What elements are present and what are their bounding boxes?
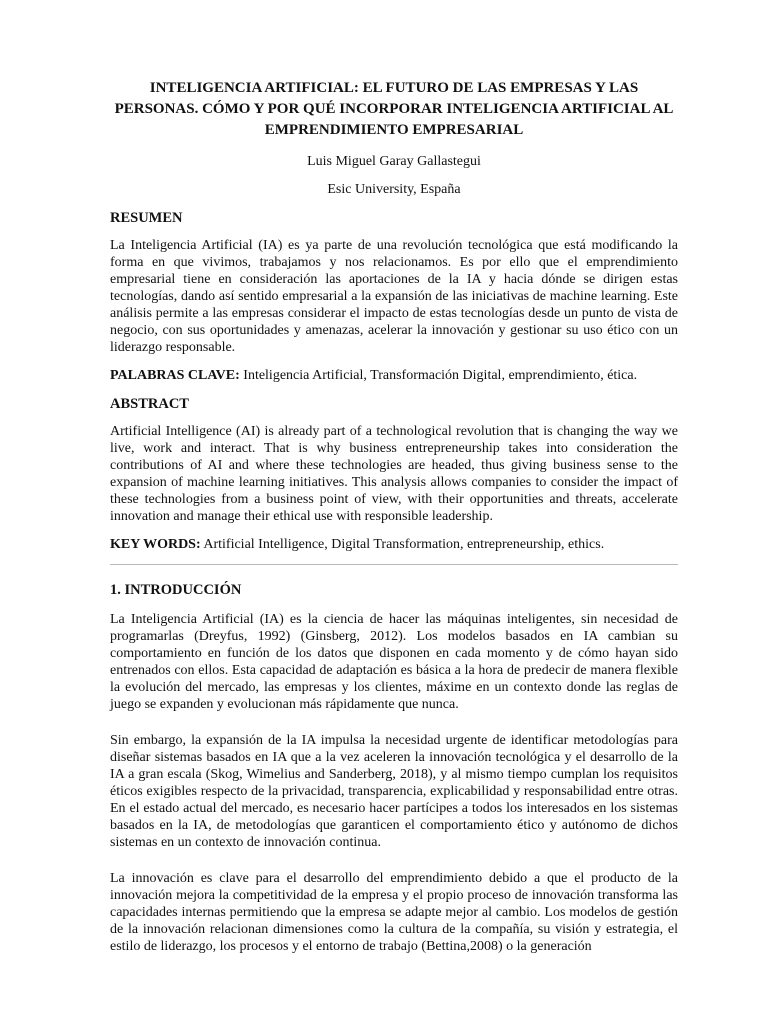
section-divider bbox=[110, 564, 678, 565]
palabras-clave bbox=[110, 367, 678, 384]
author-name: Luis Miguel Garay Gallastegui bbox=[307, 154, 481, 169]
key-words-text: Artificial Intelligence, Digital Transformation, entrepreneurship, ethics. bbox=[203, 537, 605, 552]
introduction-paragraph: La innovación es clave para el desarrollo del emprendimiento debido a que el producto de la innovación mejora la competitividad de la empresa y el propio proceso de innovación transforma las capacidades internas permitiendo que la empresa se adapte mejor al cambio. Los modelos de gestión de la innovación relacionan dimensiones como la cultura de la compañía, su visión y estrategia, el estilo de liderazgo, los procesos y el entorno de trabajo (Bettina,2008) o la generación bbox=[110, 871, 678, 954]
palabras-clave-label: PALABRAS CLAVE: bbox=[110, 368, 240, 383]
key-words bbox=[110, 536, 678, 553]
palabras-clave-text: Inteligencia Artificial, Transformación Digital, emprendimiento, ética. bbox=[243, 368, 638, 383]
resumen-heading: RESUMEN bbox=[110, 210, 183, 226]
introduction-paragraph: La Inteligencia Artificial (IA) es la ciencia de hacer las máquinas inteligentes, sin necesidad de programarlas (Dreyfus, 1992) (Ginsberg, 2012). Los modelos basados en IA cambian su comportamiento en función de los datos que disponen en cada momento y de cómo hayan sido entrenados con ellos. Esta capacidad de adaptación es básica a la hora de predecir de manera flexible la evolución del mercado, las empresas y los clientes, máxime en un contexto donde las reglas de juego se expanden y evolucionan más rápidamente que nunca. bbox=[110, 612, 678, 712]
introduction-section bbox=[110, 581, 678, 955]
key-words-label: KEY WORDS: bbox=[110, 537, 201, 552]
abstract-heading: ABSTRACT bbox=[110, 396, 189, 412]
paper-title: INTELIGENCIA ARTIFICIAL: EL FUTURO DE LAS EMPRESAS Y LAS PERSONAS. CÓMO Y POR QUÉ INCORPORAR INTELIGENCIA ARTIFICIAL AL EMPRENDIMIENTO EMPRESARIAL bbox=[114, 80, 674, 138]
abstract-text: Artificial Intelligence (AI) is already part of a technological revolution that is changing the way we live, work and interact. That is why business entrepreneurship takes into consideration the contributions of AI and where these technologies are headed, thus giving business sense to the expansion of machine learning initiatives. This analysis allows companies to consider the impact of these technologies from a business point of view, with their opportunities and threats, accelerate innovation and manage their ethical use with responsible leadership. bbox=[110, 424, 678, 524]
author-affiliation: Esic University, España bbox=[327, 182, 461, 197]
resumen-text: La Inteligencia Artificial (IA) es ya parte de una revolución tecnológica que está modificando la forma en que vivimos, trabajamos y nos relacionamos. Es por ello que el emprendimiento empresarial tiene en consideración las aportaciones de la IA y hacia dónde se dirigen estas tecnologías, dando así sentido empresarial a la expansión de las iniciativas de machine learning. Este análisis permite a las empresas considerar el impacto de estas tecnologías desde un punto de vista de negocio, con sus oportunidades y amenazas, acelerar la innovación y gestionar su uso ético con un liderazgo responsable. bbox=[110, 238, 678, 355]
introduction-heading: 1. INTRODUCCIÓN bbox=[110, 582, 242, 598]
introduction-paragraph: Sin embargo, la expansión de la IA impulsa la necesidad urgente de identificar metodologías para diseñar sistemas basados en IA que a la vez aceleren la innovación tecnológica y el desarrollo de la IA a gran escala (Skog, Wimelius and Sanderberg, 2018), y al mismo tiempo cumplan los requisitos éticos exigibles respecto de la privacidad, transparencia, explicabilidad y responsabilidad entre otras. En el estado actual del mercado, es necesario hacer partícipes a todos los interesados en los sistemas basados en la IA, de metodologías que garanticen el comportamiento ético y autónomo de dichos sistemas en un contexto de innovación continua. bbox=[110, 733, 678, 850]
